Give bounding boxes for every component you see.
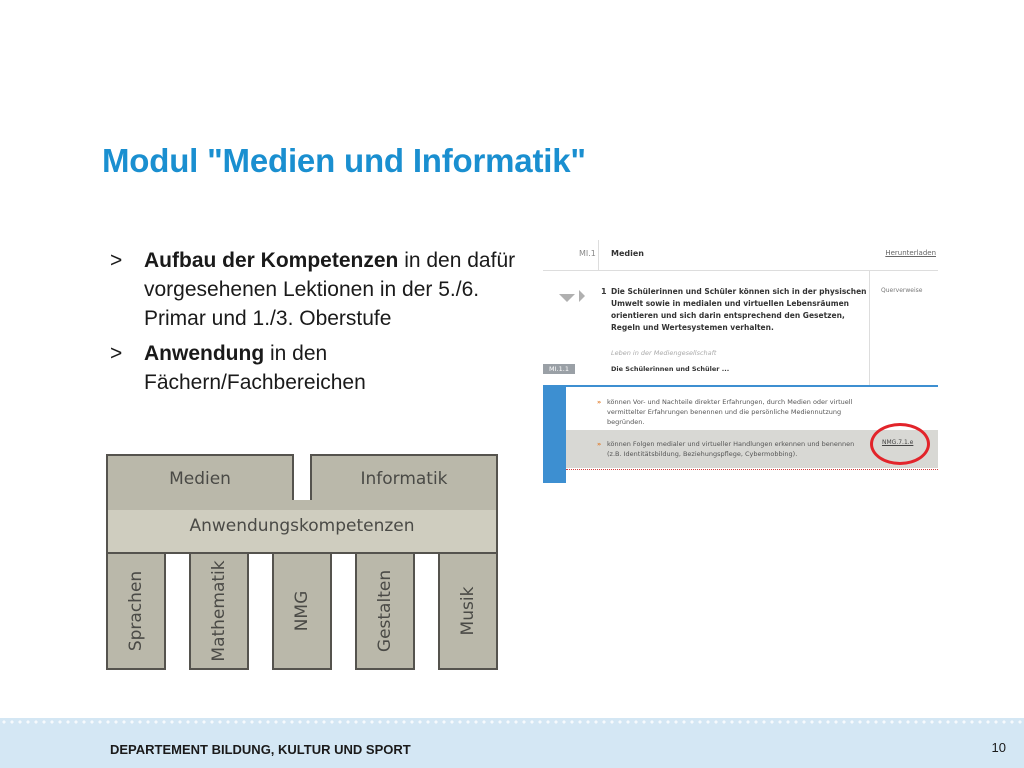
slide-title: Modul "Medien und Informatik" [102, 142, 586, 179]
accent-line [543, 385, 938, 387]
divider [869, 270, 870, 385]
bullet-item [110, 339, 530, 397]
item-text: können Folgen medialer und virtueller Handlungen erkennen und benennen (z.B. Identitätsbildung, Beziehungspflege, Cybermobbing). [607, 440, 855, 458]
competence-number: 1 [601, 287, 607, 296]
module-code: MI.1 [579, 249, 596, 258]
expand-arrow-icon[interactable] [579, 290, 585, 302]
competence-item [597, 439, 867, 459]
competence-subtitle: Leben in der Mediengesellschaft [611, 349, 717, 357]
bullet-marker: > [110, 342, 123, 365]
diagram-band-stripe [106, 500, 498, 510]
curriculum-screenshot [543, 240, 938, 483]
module-title: Medien [611, 249, 644, 258]
level-bar [543, 385, 566, 483]
department-name: DEPARTEMENT BILDUNG, KULTUR UND SPORT [110, 742, 411, 757]
diagram-box-medien [106, 454, 294, 502]
footer-bar [0, 718, 1024, 768]
competence-tag: MI.1.1 [543, 364, 575, 374]
dotted-divider [566, 469, 938, 470]
cross-reference-link[interactable]: NMG.7.1.e [882, 439, 914, 446]
divider [598, 240, 599, 270]
competence-item [597, 397, 867, 427]
diagram-column-label: Mathematik [209, 560, 229, 662]
diagram-label: Medien [169, 469, 231, 489]
bullet-item [110, 246, 530, 333]
diagram-band-label: Anwendungskompetenzen [189, 516, 415, 536]
diagram-box-informatik [310, 454, 498, 502]
bullet-text: in den Fächern/Fachbereichen [144, 342, 366, 394]
diagram-column-label: Gestalten [375, 569, 395, 653]
footer-pattern [0, 718, 1024, 728]
diagram-column [272, 552, 332, 670]
bullet-list [110, 246, 530, 403]
bullet-bold-text: Anwendung [144, 342, 265, 365]
bullet-bold-text: Aufbau der Kompetenzen [144, 249, 399, 272]
diagram-column-label: Musik [458, 586, 478, 636]
item-marker: » [597, 398, 602, 406]
collapse-arrow-icon[interactable] [559, 294, 575, 302]
bullet-marker: > [110, 249, 123, 272]
row-label: Die Schülerinnen und Schüler ... [611, 365, 730, 373]
module-diagram [106, 454, 498, 670]
diagram-column-label: Sprachen [126, 570, 146, 652]
highlight-circle [870, 423, 930, 465]
diagram-column [355, 552, 415, 670]
diagram-column-label: NMG [292, 590, 312, 632]
cross-references-label: Querverweise [881, 287, 923, 294]
page-number: 10 [991, 740, 1006, 755]
item-text: können Vor- und Nachteile direkter Erfahrungen, durch Medien oder virtuell vermittelter Erfahrungen benennen und die persönliche Mediennutzung begründen. [607, 398, 853, 426]
divider [543, 270, 938, 271]
diagram-column [106, 552, 166, 670]
item-marker: » [597, 440, 602, 448]
diagram-column [189, 552, 249, 670]
diagram-label: Informatik [360, 469, 448, 489]
competence-text: Die Schülerinnen und Schüler können sich in der physischen Umwelt sowie in medialen und virtuellen Lebensräumen orientieren und sich darin entsprechend den Gesetzen, Regeln und Wertesystemen verhalten. [611, 287, 867, 332]
diagram-column [438, 552, 498, 670]
download-link[interactable]: Herunterladen [885, 249, 936, 257]
bullet-text: in den dafür vorgesehenen Lektionen in der 5./6. Primar und 1./3. Oberstufe [144, 249, 516, 330]
